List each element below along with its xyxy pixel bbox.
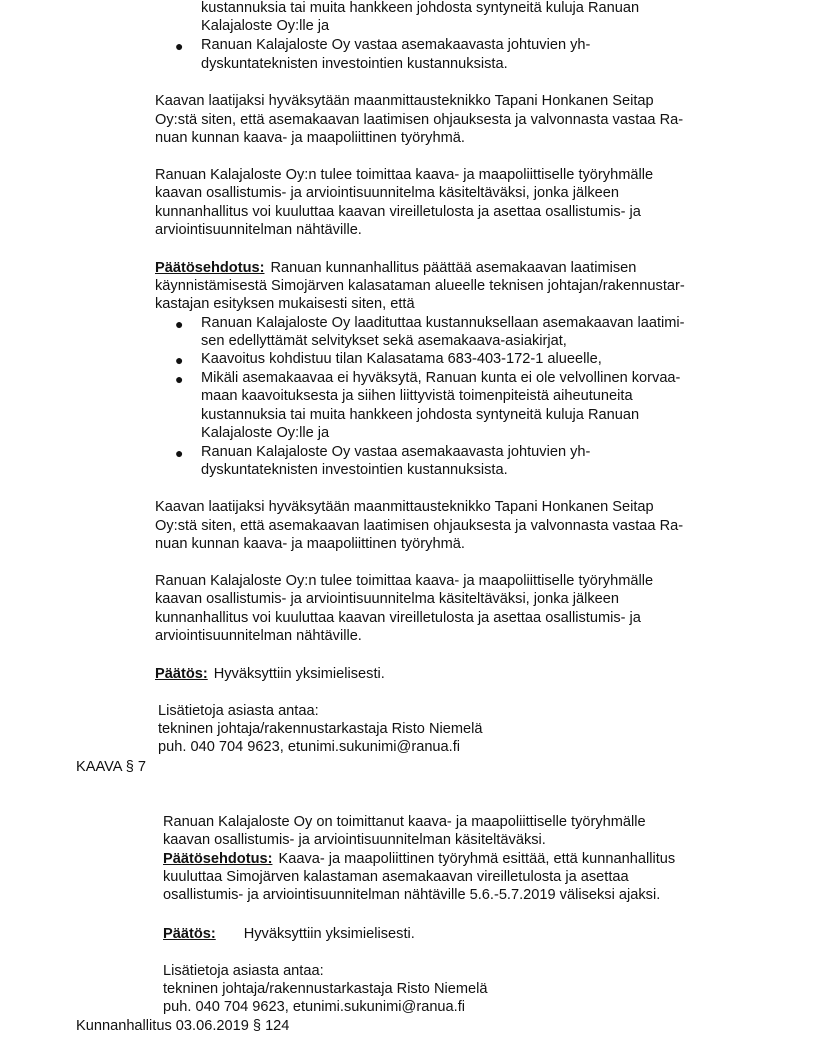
bullet-text-line: maan kaavoituksesta ja siihen liittyvistä toimenpiteistä aiheutuneita [201, 388, 633, 404]
paragraph-line: Ranuan Kalajaloste Oy on toimittanut kaava- ja maapoliittiselle työryhmälle [163, 814, 646, 830]
proposal-text: Kaava- ja maapoliittinen työryhmä esittää, että kunnanhallitus [278, 851, 676, 867]
paragraph-line: osallistumis- ja arviointisuunnitelman nähtäville 5.6.-5.7.2019 väliseksi ajaksi. [163, 887, 661, 903]
contact-line: Lisätietoja asiasta antaa: [163, 963, 324, 979]
paragraph-line: nuan kunnan kaava- ja maapoliittinen työryhmä. [155, 536, 465, 552]
proposal-first-line [155, 259, 636, 278]
paragraph-line: arviointisuunnitelman nähtäville. [155, 222, 362, 238]
paragraph-line: kaavan osallistumis- ja arviointisuunnitelma käsiteltäväksi, jonka jälkeen [155, 591, 619, 607]
paragraph-line: kaavan osallistumis- ja arviointisuunnitelma käsiteltäväksi, jonka jälkeen [155, 185, 619, 201]
decision-line [155, 665, 385, 684]
bullet-text-line: Ranuan Kalajaloste Oy laadituttaa kustannuksellaan asemakaavan laatimi- [201, 315, 685, 331]
paragraph-line: Kaavan laatijaksi hyväksytään maanmittausteknikko Tapani Honkanen Seitap [155, 499, 654, 515]
decision-text: Hyväksyttiin yksimielisesti. [213, 666, 385, 682]
paragraph-line: arviointisuunnitelman nähtäville. [155, 628, 362, 644]
paragraph-line: kaavan osallistumis- ja arviointisuunnitelman käsiteltäväksi. [163, 832, 546, 848]
paragraph-line: Oy:stä siten, että asemakaavan laatimisen ohjauksesta ja valvonnasta vastaa Ra- [155, 112, 684, 128]
contact-line: tekninen johtaja/rakennustarkastaja Risto Niemelä [158, 721, 483, 737]
paragraph-line: Ranuan Kalajaloste Oy:n tulee toimittaa kaava- ja maapoliittiselle työryhmälle [155, 167, 654, 183]
contact-line: puh. 040 704 9623, etunimi.sukunimi@ranua.fi [163, 999, 466, 1015]
paragraph-line: käynnistämisestä Simojärven kalasataman alueelle teknisen johtajan/rakennustar- [155, 278, 685, 294]
proposal-label: Päätösehdotus: [163, 851, 273, 867]
paragraph-line: kunnanhallitus voi kuuluttaa kaavan vireilletulosta ja asettaa osallistumis- ja [155, 204, 641, 220]
bullet-text-line: Kalajaloste Oy:lle ja [201, 425, 330, 441]
bullet-text-line: kustannuksia tai muita hankkeen johdosta syntyneitä kuluja Ranuan [201, 407, 640, 423]
contact-line: puh. 040 704 9623, etunimi.sukunimi@ranua.fi [158, 739, 461, 755]
bullet-text-line: Kaavoitus kohdistuu tilan Kalasatama 683-403-172-1 alueelle, [201, 351, 602, 367]
paragraph-line: kuuluttaa Simojärven kalastaman asemakaavan vireilletulosta ja asettaa [163, 869, 629, 885]
contact-line: Lisätietoja asiasta antaa: [158, 703, 319, 719]
paragraph-line: Oy:stä siten, että asemakaavan laatimisen ohjauksesta ja valvonnasta vastaa Ra- [155, 518, 684, 534]
decision-text: Hyväksyttiin yksimielisesti. [243, 926, 415, 942]
paragraph-line: nuan kunnan kaava- ja maapoliittinen työryhmä. [155, 130, 465, 146]
paragraph-line: kunnanhallitus voi kuuluttaa kaavan vireilletulosta ja asettaa osallistumis- ja [155, 610, 641, 626]
bullet-text-line: sen edellyttämät selvitykset sekä asemakaava-asiakirjat, [201, 333, 567, 349]
bullet-text-line: Ranuan Kalajaloste Oy vastaa asemakaavasta johtuvien yh- [201, 444, 591, 460]
decision-line [163, 925, 415, 944]
bullet-continuation-line: kustannuksia tai muita hankkeen johdosta syntyneitä kuluja Ranuan [201, 0, 640, 16]
bullet-text-line: Ranuan Kalajaloste Oy vastaa asemakaavasta johtuvien yh- [201, 37, 591, 53]
decision-label: Päätös: [155, 666, 208, 682]
section-header-kunnanhallitus: Kunnanhallitus 03.06.2019 § 124 [76, 1018, 290, 1034]
bullet-text-line: dyskuntateknisten investointien kustannuksista. [201, 462, 508, 478]
paragraph-line: Kaavan laatijaksi hyväksytään maanmittausteknikko Tapani Honkanen Seitap [155, 93, 654, 109]
bullet-icon: ● [175, 38, 184, 54]
bullet-continuation-line: Kalajaloste Oy:lle ja [201, 18, 330, 34]
kaava-proposal-first-line [163, 850, 675, 869]
paragraph-line: Ranuan Kalajaloste Oy:n tulee toimittaa kaava- ja maapoliittiselle työryhmälle [155, 573, 654, 589]
bullet-icon: ● [175, 352, 184, 368]
decision-label: Päätös: [163, 926, 216, 942]
bullet-icon: ● [175, 316, 184, 332]
proposal-text: Ranuan kunnanhallitus päättää asemakaavan laatimisen [270, 260, 637, 276]
paragraph-line: kastajan esityksen mukaisesti siten, että [155, 296, 415, 312]
section-header-kaava: KAAVA § 7 [76, 759, 147, 775]
bullet-text-line: dyskuntateknisten investointien kustannuksista. [201, 56, 508, 72]
bullet-icon: ● [175, 445, 184, 461]
bullet-text-line: Mikäli asemakaavaa ei hyväksytä, Ranuan kunta ei ole velvollinen korvaa- [201, 370, 681, 386]
bullet-icon: ● [175, 371, 184, 387]
contact-line: tekninen johtaja/rakennustarkastaja Risto Niemelä [163, 981, 488, 997]
proposal-label: Päätösehdotus: [155, 260, 265, 276]
